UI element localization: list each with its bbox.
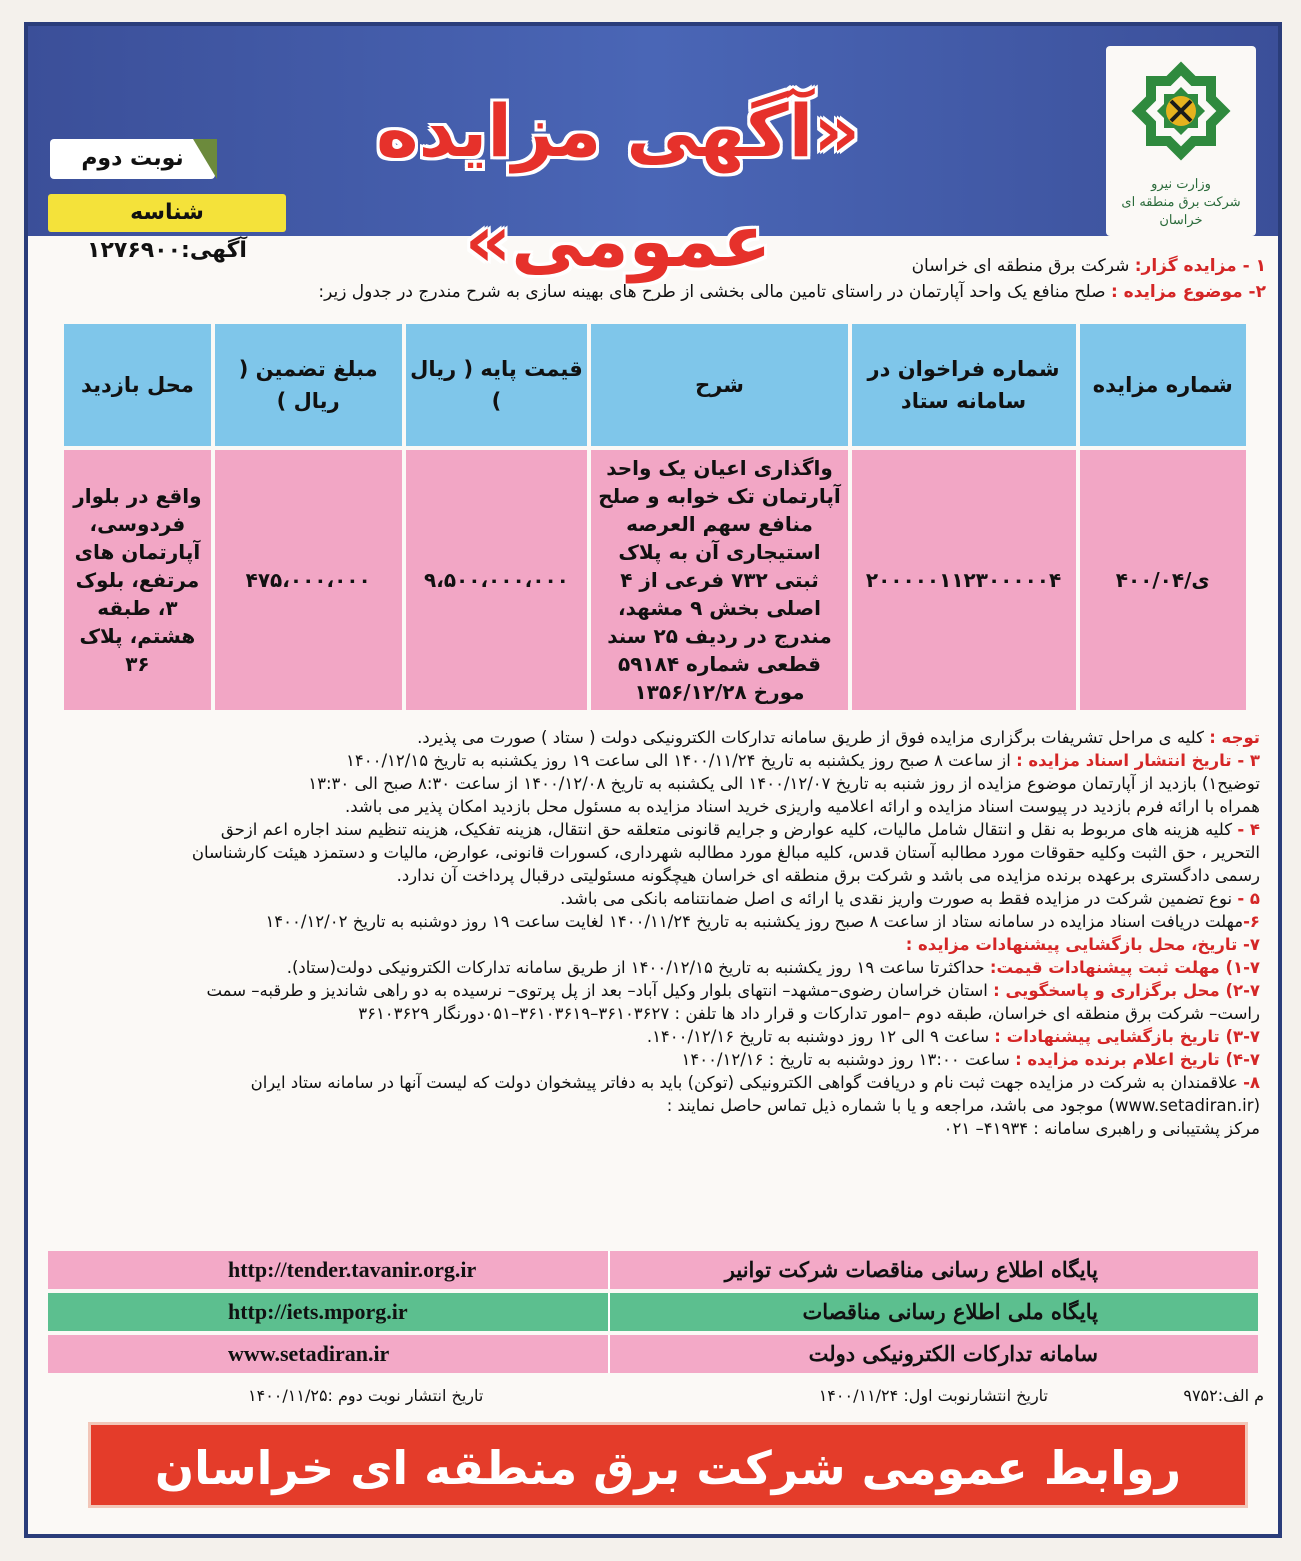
link-url-iets[interactable]: http://iets.mporg.ir xyxy=(228,1299,408,1324)
logo-caption-ministry: وزارت نیرو xyxy=(1151,177,1211,192)
note-line: توضیح۱) بازدید از آپارتمان موضوع مزایده از روز شنبه به تاریخ ۱۴۰۰/۱۲/۰۷ الی یکشنبه به تاریخ ۱۴۰۰/۱۲/۰۸ از ساعت ۸:۳۰ صبح الی ۱۳:۳۰ xyxy=(308,774,1260,793)
note-line: ۳ - تاریخ انتشار اسناد مزایده : از ساعت ۸ صبح روز یکشنبه به تاریخ ۱۴۰۰/۱۱/۲۴ الی ساعت ۱۹ روز یکشنبه به تاریخ ۱۴۰۰/۱۲/۱۵ xyxy=(346,751,1260,770)
col-header-location: محل بازدید xyxy=(64,324,211,446)
cell-base-price: ۹،۵۰۰،۰۰۰،۰۰۰ xyxy=(406,450,588,710)
col-header-description: شرح xyxy=(591,324,847,446)
link-label-setad: سامانه تدارکات الکترونیکی دولت xyxy=(808,1341,1098,1366)
link-url-setad[interactable]: www.setadiran.ir xyxy=(228,1341,390,1366)
col-header-guarantee: مبلغ تضمین ( ریال ) xyxy=(215,324,402,446)
link-band-iets xyxy=(48,1293,1258,1331)
cell-description: واگذاری اعیان یک واحد آپارتمان تک خوابه و صلح منافع سهم العرصه استیجاری آن به پلاک ثبتی ۷۳۲ فرعی از ۴ اصلی بخش ۹ مشهد، مندرج در ردیف ۲۵ سند قطعی شماره ۵۹۱۸۴ مورخ ۱۳۵۶/۱۲/۲۸ xyxy=(591,450,847,710)
note-line: (www.setadiran.ir) موجود می باشد، مراجعه و یا با شماره ذیل تماس حاصل نمایند : xyxy=(666,1096,1260,1115)
note-line: همراه با ارائه فرم بازدید در پیوست اسناد مزایده و ارائه اعلامیه واریزی خرید اسناد مزایده به مسئول محل بازدید امکان پذیر می باشد. xyxy=(344,797,1260,816)
intro-item-2 xyxy=(318,280,1266,304)
auction-table xyxy=(60,320,1250,714)
note-line: ۴ - کلیه هزینه های مربوط به نقل و انتقال شامل مالیات، کلیه عوارض و جرایم قانونی متعلقه حق انتقال، هزینه تفکیک، هزینه تنظیم سند اجاره اعم ازحق xyxy=(220,820,1260,839)
note-line: ۴-۷) تاریخ اعلام برنده مزایده : ساعت ۱۳:۰۰ روز دوشنبه به تاریخ : ۱۴۰۰/۱۲/۱۶ xyxy=(681,1050,1260,1069)
col-header-call-no: شماره فراخوان در سامانه ستاد xyxy=(852,324,1076,446)
note-line: ۵ - نوع تضمین شرکت در مزایده فقط به صورت واریز نقدی یا ارائه ی اصل ضمانتنامه بانکی می باشد. xyxy=(560,889,1260,908)
cell-location: واقع در بلوار فردوسی، آپارتمان های مرتفع، بلوک ۳، طبقه هشتم، پلاک ۳۶ xyxy=(64,450,211,710)
note-line: ۸- علاقمندان به شرکت در مزایده جهت ثبت نام و دریافت گواهی الکترونیکی (توکن) باید به دفاتر پیشخوان دولت که لیست آنها در سامانه ستاد ایران xyxy=(250,1073,1260,1092)
intro-item-1-value: شرکت برق منطقه ای خراسان xyxy=(911,256,1130,276)
notes-section xyxy=(40,726,1260,1140)
link-band-tavanir xyxy=(48,1251,1258,1289)
publication-first-date: تاریخ انتشارنوبت اول: ۱۴۰۰/۱۱/۲۴ xyxy=(818,1386,1048,1405)
link-label-tavanir: پایگاه اطلاع رسانی مناقصات شرکت توانیر xyxy=(724,1257,1098,1282)
note-line: ۳-۷) تاریخ بازگشایی پیشنهادات : ساعت ۹ الی ۱۲ روز دوشنبه به تاریخ ۱۴۰۰/۱۲/۱۶. xyxy=(646,1027,1260,1046)
star-logo-icon xyxy=(1124,54,1238,168)
col-header-auction-no: شماره مزایده xyxy=(1080,324,1247,446)
advert-frame xyxy=(24,22,1282,1538)
link-band-setad xyxy=(48,1335,1258,1373)
note-line: ۲-۷) محل برگزاری و پاسخگویی : استان خراسان رضوی–مشهد– انتهای بلوار وکیل آباد– بعد از پل پرتوی– نرسیده به دو راهی شاندیز و طرقبه– سمت xyxy=(206,981,1260,1000)
round-badge: نوبت دوم xyxy=(50,139,215,179)
link-url-tavanir[interactable]: http://tender.tavanir.org.ir xyxy=(228,1257,477,1282)
cell-call-no: ۲۰۰۰۰۰۱۱۲۳۰۰۰۰۰۴ xyxy=(852,450,1076,710)
col-header-base-price: قیمت پایه ( ریال ) xyxy=(406,324,588,446)
note-line: ۶-مهلت دریافت اسناد مزایده در سامانه ستاد از ساعت ۸ صبح روز یکشنبه به تاریخ ۱۴۰۰/۱۱/۲۴ لغایت ساعت ۱۹ روز دوشنبه به تاریخ ۱۴۰۰/۱۲/۰۲ xyxy=(265,912,1260,931)
cell-auction-no: ی/۴۰۰/۰۴ xyxy=(1080,450,1247,710)
table-row xyxy=(64,450,1246,710)
note-line: راست– شرکت برق منطقه ای خراسان، طبقه دوم –امور تدارکات و قرار داد ها تلفن : ۳۶۱۰۳۶۲۷–۳۶۱۰۳۶۱۹–۰۵۱دورنگار ۳۶۱۰۳۶۲۹ xyxy=(358,1004,1260,1023)
page-title: «آگهی مزایده عمومی» xyxy=(376,89,860,283)
publication-second-date: تاریخ انتشار نوبت دوم :۱۴۰۰/۱۱/۲۵ xyxy=(248,1386,484,1405)
logo-caption-company: شرکت برق منطقه ای خراسان xyxy=(1121,195,1241,228)
note-line: توجه : کلیه ی مراحل تشریفات برگزاری مزایده فوق از طریق سامانه تدارکات الکترونیکی دولت ( ستاد ) صورت می پذیرد. xyxy=(417,728,1260,747)
intro-item-1-label: ۱ - مزایده گزار: xyxy=(1134,256,1266,276)
intro-item-2-label: ۲- موضوع مزایده : xyxy=(1110,282,1266,302)
link-label-iets: پایگاه ملی اطلاع رسانی مناقصات xyxy=(802,1299,1098,1324)
note-line: مرکز پشتیبانی و راهبری سامانه : ۴۱۹۳۴– ۰۲۱ xyxy=(943,1119,1260,1138)
intro-item-2-value: صلح منافع یک واحد آپارتمان در راستای تامین مالی بخشی از طرح های بهینه سازی به شرح مندرج در جدول زیر: xyxy=(318,282,1106,302)
note-line: ۱-۷) مهلت ثبت پیشنهادات قیمت: حداکثرتا ساعت ۱۹ روز یکشنبه به تاریخ ۱۴۰۰/۱۲/۱۵ از طریق سامانه تدارکات الکترونیکی دولت(ستاد). xyxy=(286,958,1260,977)
cell-guarantee: ۴۷۵،۰۰۰،۰۰۰ xyxy=(215,450,402,710)
company-logo xyxy=(1106,46,1256,236)
note-line: رسمی دادگستری برعهده برنده مزایده می باشد و شرکت برق منطقه ای خراسان هیچگونه مسئولیتی درقبال پرداخت آن ندارد. xyxy=(396,866,1260,885)
note-line: التحریر ، حق الثبت وکلیه حقوقات مورد مطالبه آستان قدس، کلیه مبالغ مورد مطالبه شهرداری، کسورات قانونی، عوارض، مالیات و دستمزد هیئت کارشناسان xyxy=(191,843,1260,862)
table-header-row xyxy=(64,324,1246,446)
intro-item-1 xyxy=(912,254,1266,278)
footer-banner: روابط عمومی شرکت برق منطقه ای خراسان xyxy=(88,1422,1248,1508)
ad-id-badge: شناسه آگهی:۱۲۷۶۹۰۰ xyxy=(48,194,286,232)
note-line: ۷- تاریخ، محل بازگشایی پیشنهادات مزایده : xyxy=(905,935,1260,954)
publication-code: م الف:۹۷۵۲ xyxy=(1183,1386,1264,1405)
